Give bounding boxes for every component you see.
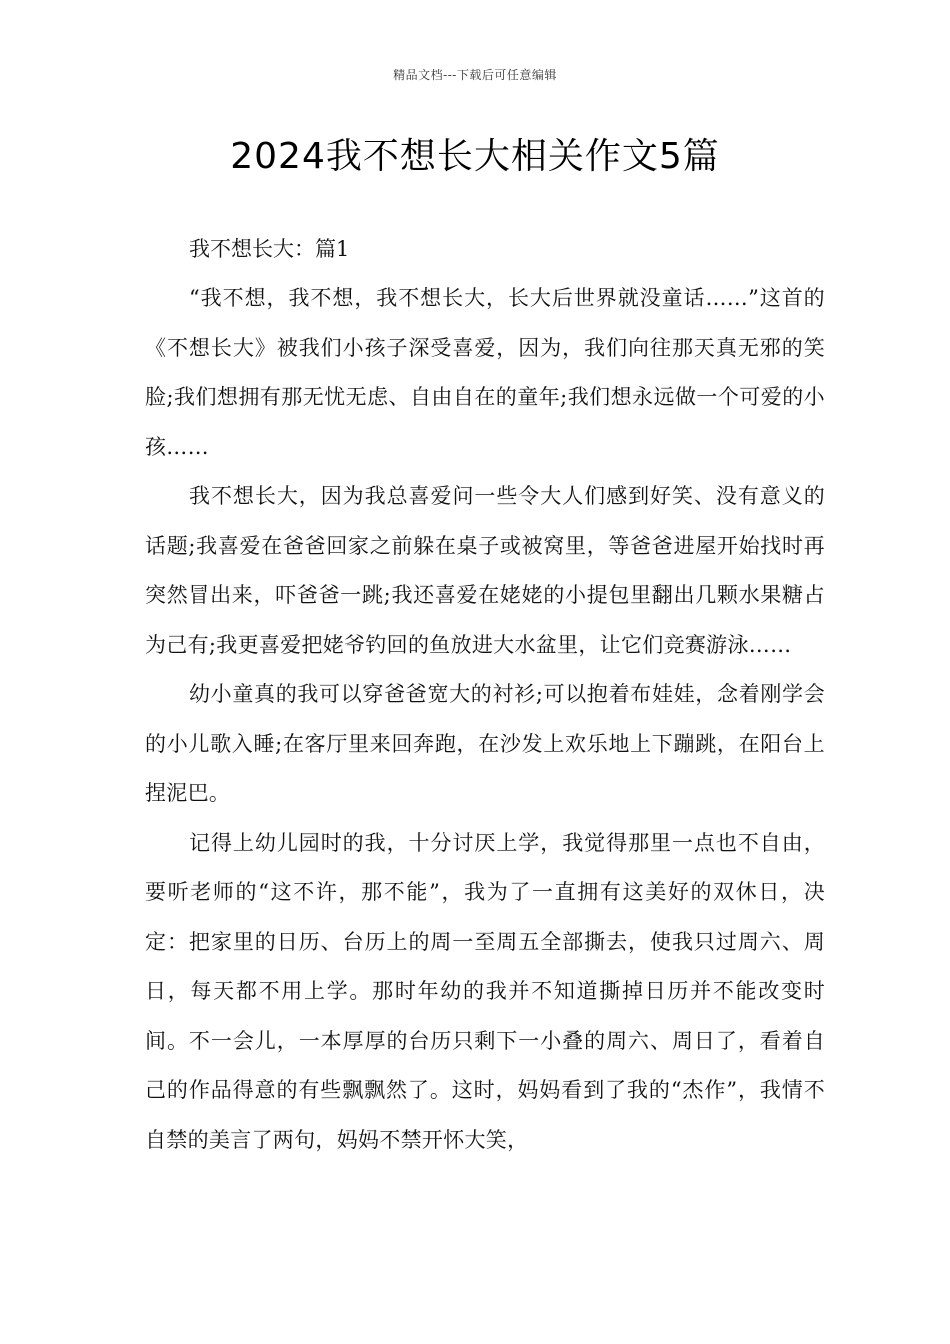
paragraph-4: 记得上幼儿园时的我，十分讨厌上学，我觉得那里一点也不自由，要听老师的“这不许，那不能”，我为了一直拥有这美好的双休日，决定：把家里的日历、台历上的周一至周五全部撕去，使我只过周六、周日，每天都不用上学。那时年幼的我并不知道撕掉日历并不能改变时间。不一会儿，一本厚厚的台历只剩下一小叠的周六、周日了，看着自己的作品得意的有些飘飘然了。这时，妈妈看到了我的“杰作”，我情不自禁的美言了两句，妈妈不禁开怀大笑， bbox=[145, 830, 825, 1152]
page-header: 精品文档---下载后可任意编辑 bbox=[393, 68, 557, 82]
paragraph-2: 我不想长大，因为我总喜爱问一些令大人们感到好笑、没有意义的话题;我喜爱在爸爸回家之前躲在桌子或被窝里，等爸爸进屋开始找时再突然冒出来，吓爸爸一跳;我还喜爱在姥姥的小提包里翻出几颗水果糖占为己有;我更喜爱把姥爷钓回的鱼放进大水盆里，让它们竞赛游泳…… bbox=[145, 484, 825, 657]
section-heading: 我不想长大：篇1 bbox=[189, 237, 350, 261]
paragraph-3: 幼小童真的我可以穿爸爸宽大的衬衫;可以抱着布娃娃，念着刚学会的小儿歌入睡;在客厅里来回奔跑，在沙发上欢乐地上下蹦跳，在阳台上捏泥巴。 bbox=[145, 682, 825, 805]
paragraph-1: “我不想，我不想，我不想长大，长大后世界就没童话……”这首的《不想长大》被我们小孩子深受喜爱，因为，我们向往那天真无邪的笑脸;我们想拥有那无忧无虑、自由自在的童年;我们想永远做一个可爱的小孩…… bbox=[145, 286, 825, 459]
document-title: 2024我不想长大相关作文5篇 bbox=[230, 136, 720, 177]
document-body bbox=[145, 225, 825, 1165]
